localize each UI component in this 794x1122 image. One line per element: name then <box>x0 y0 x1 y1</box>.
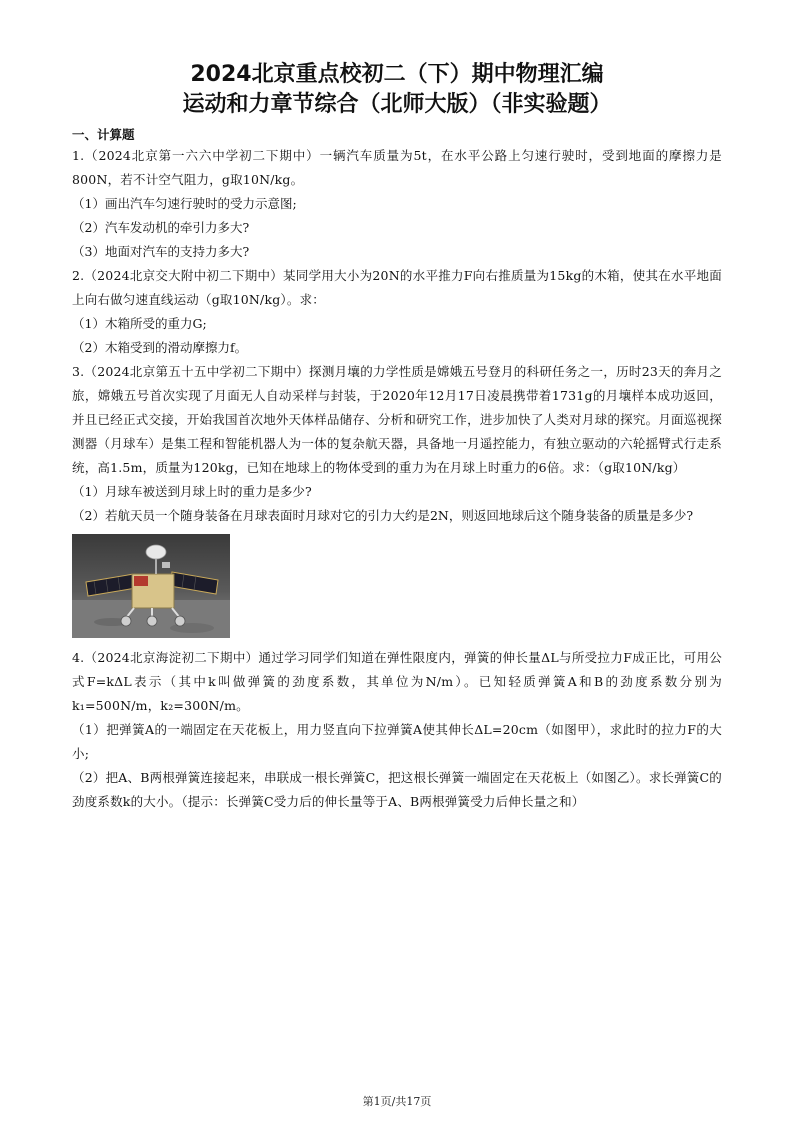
question-part: （1）月球车被送到月球上时的重力是多少? <box>72 484 312 499</box>
question-part: （2）汽车发动机的牵引力多大? <box>72 220 250 235</box>
page-number: 第1页/共17页 <box>362 1095 432 1108</box>
question-part: （2）木箱受到的滑动摩擦力f。 <box>72 340 248 355</box>
question-1 <box>72 144 722 264</box>
question-4 <box>72 646 722 814</box>
question-3 <box>72 360 722 638</box>
page-title-line2: 运动和力章节综合（北师大版）（非实验题） <box>182 92 612 117</box>
question-part: （1）把弹簧A的一端固定在天花板上，用力竖直向下拉弹簧A使其伸长ΔL=20cm（如图甲），求此时的拉力F的大小; <box>72 722 722 761</box>
question-part: （2）把A、B两根弹簧连接起来，串联成一根长弹簧C，把这根长弹簧一端固定在天花板上（如图乙）。求长弹簧C的劲度系数k的大小。（提示：长弹簧C受力后的伸长量等于A、B两根弹簧受力后伸长量之和） <box>72 770 722 809</box>
question-part: （2）若航天员一个随身装备在月球表面时月球对它的引力大约是2N，则返回地球后这个随身装备的质量是多少? <box>72 508 694 523</box>
question-stem: 4.（2024北京海淀初二下期中）通过学习同学们知道在弹性限度内，弹簧的伸长量ΔL与所受拉力F成正比，可用公式F=kΔL表示（其中k叫做弹簧的劲度系数，其单位为N/m）。已知轻质弹簧A和B的劲度系数分别为k₁=500N/m，k₂=300N/m。 <box>72 650 722 713</box>
question-2 <box>72 264 722 360</box>
question-part: （1）画出汽车匀速行驶时的受力示意图; <box>72 196 297 211</box>
question-part: （3）地面对汽车的支持力多大? <box>72 244 250 259</box>
section-heading: 一、计算题 <box>72 127 135 142</box>
page-title-line1: 2024北京重点校初二（下）期中物理汇编 <box>190 62 604 87</box>
question-stem: 1.（2024北京第一六六中学初二下期中）一辆汽车质量为5t，在水平公路上匀速行驶时，受到地面的摩擦力是800N，若不计空气阻力，g取10N/kg。 <box>72 148 722 187</box>
lunar-rover-photo <box>72 534 230 638</box>
question-stem: 2.（2024北京交大附中初二下期中）某同学用大小为20N的水平推力F向右推质量为15kg的木箱，使其在水平地面上向右做匀速直线运动（g取10N/kg）。求： <box>72 268 722 307</box>
question-part: （1）木箱所受的重力G; <box>72 316 207 331</box>
question-stem: 3.（2024北京第五十五中学初二下期中）探测月壤的力学性质是嫦娥五号登月的科研任务之一，历时23天的奔月之旅，嫦娥五号首次实现了月面无人自动采样与封装，于2020年12月17日凌晨携带着1731g的月壤样本成功返回，并且已经正式交接，开始我国首次地外天体样品储存、分析和研究工作，进步加快了人类对月球的探究。月面巡视探测器（月球车）是集工程和智能机器人为一体的复杂航天器，具备地一月遥控能力，有独立驱动的六轮摇臂式行走系统，高1.5m，质量为120kg，已知在地球上的物体受到的重力为在月球上时重力的6倍。求：（g取10N/kg） <box>72 364 722 475</box>
